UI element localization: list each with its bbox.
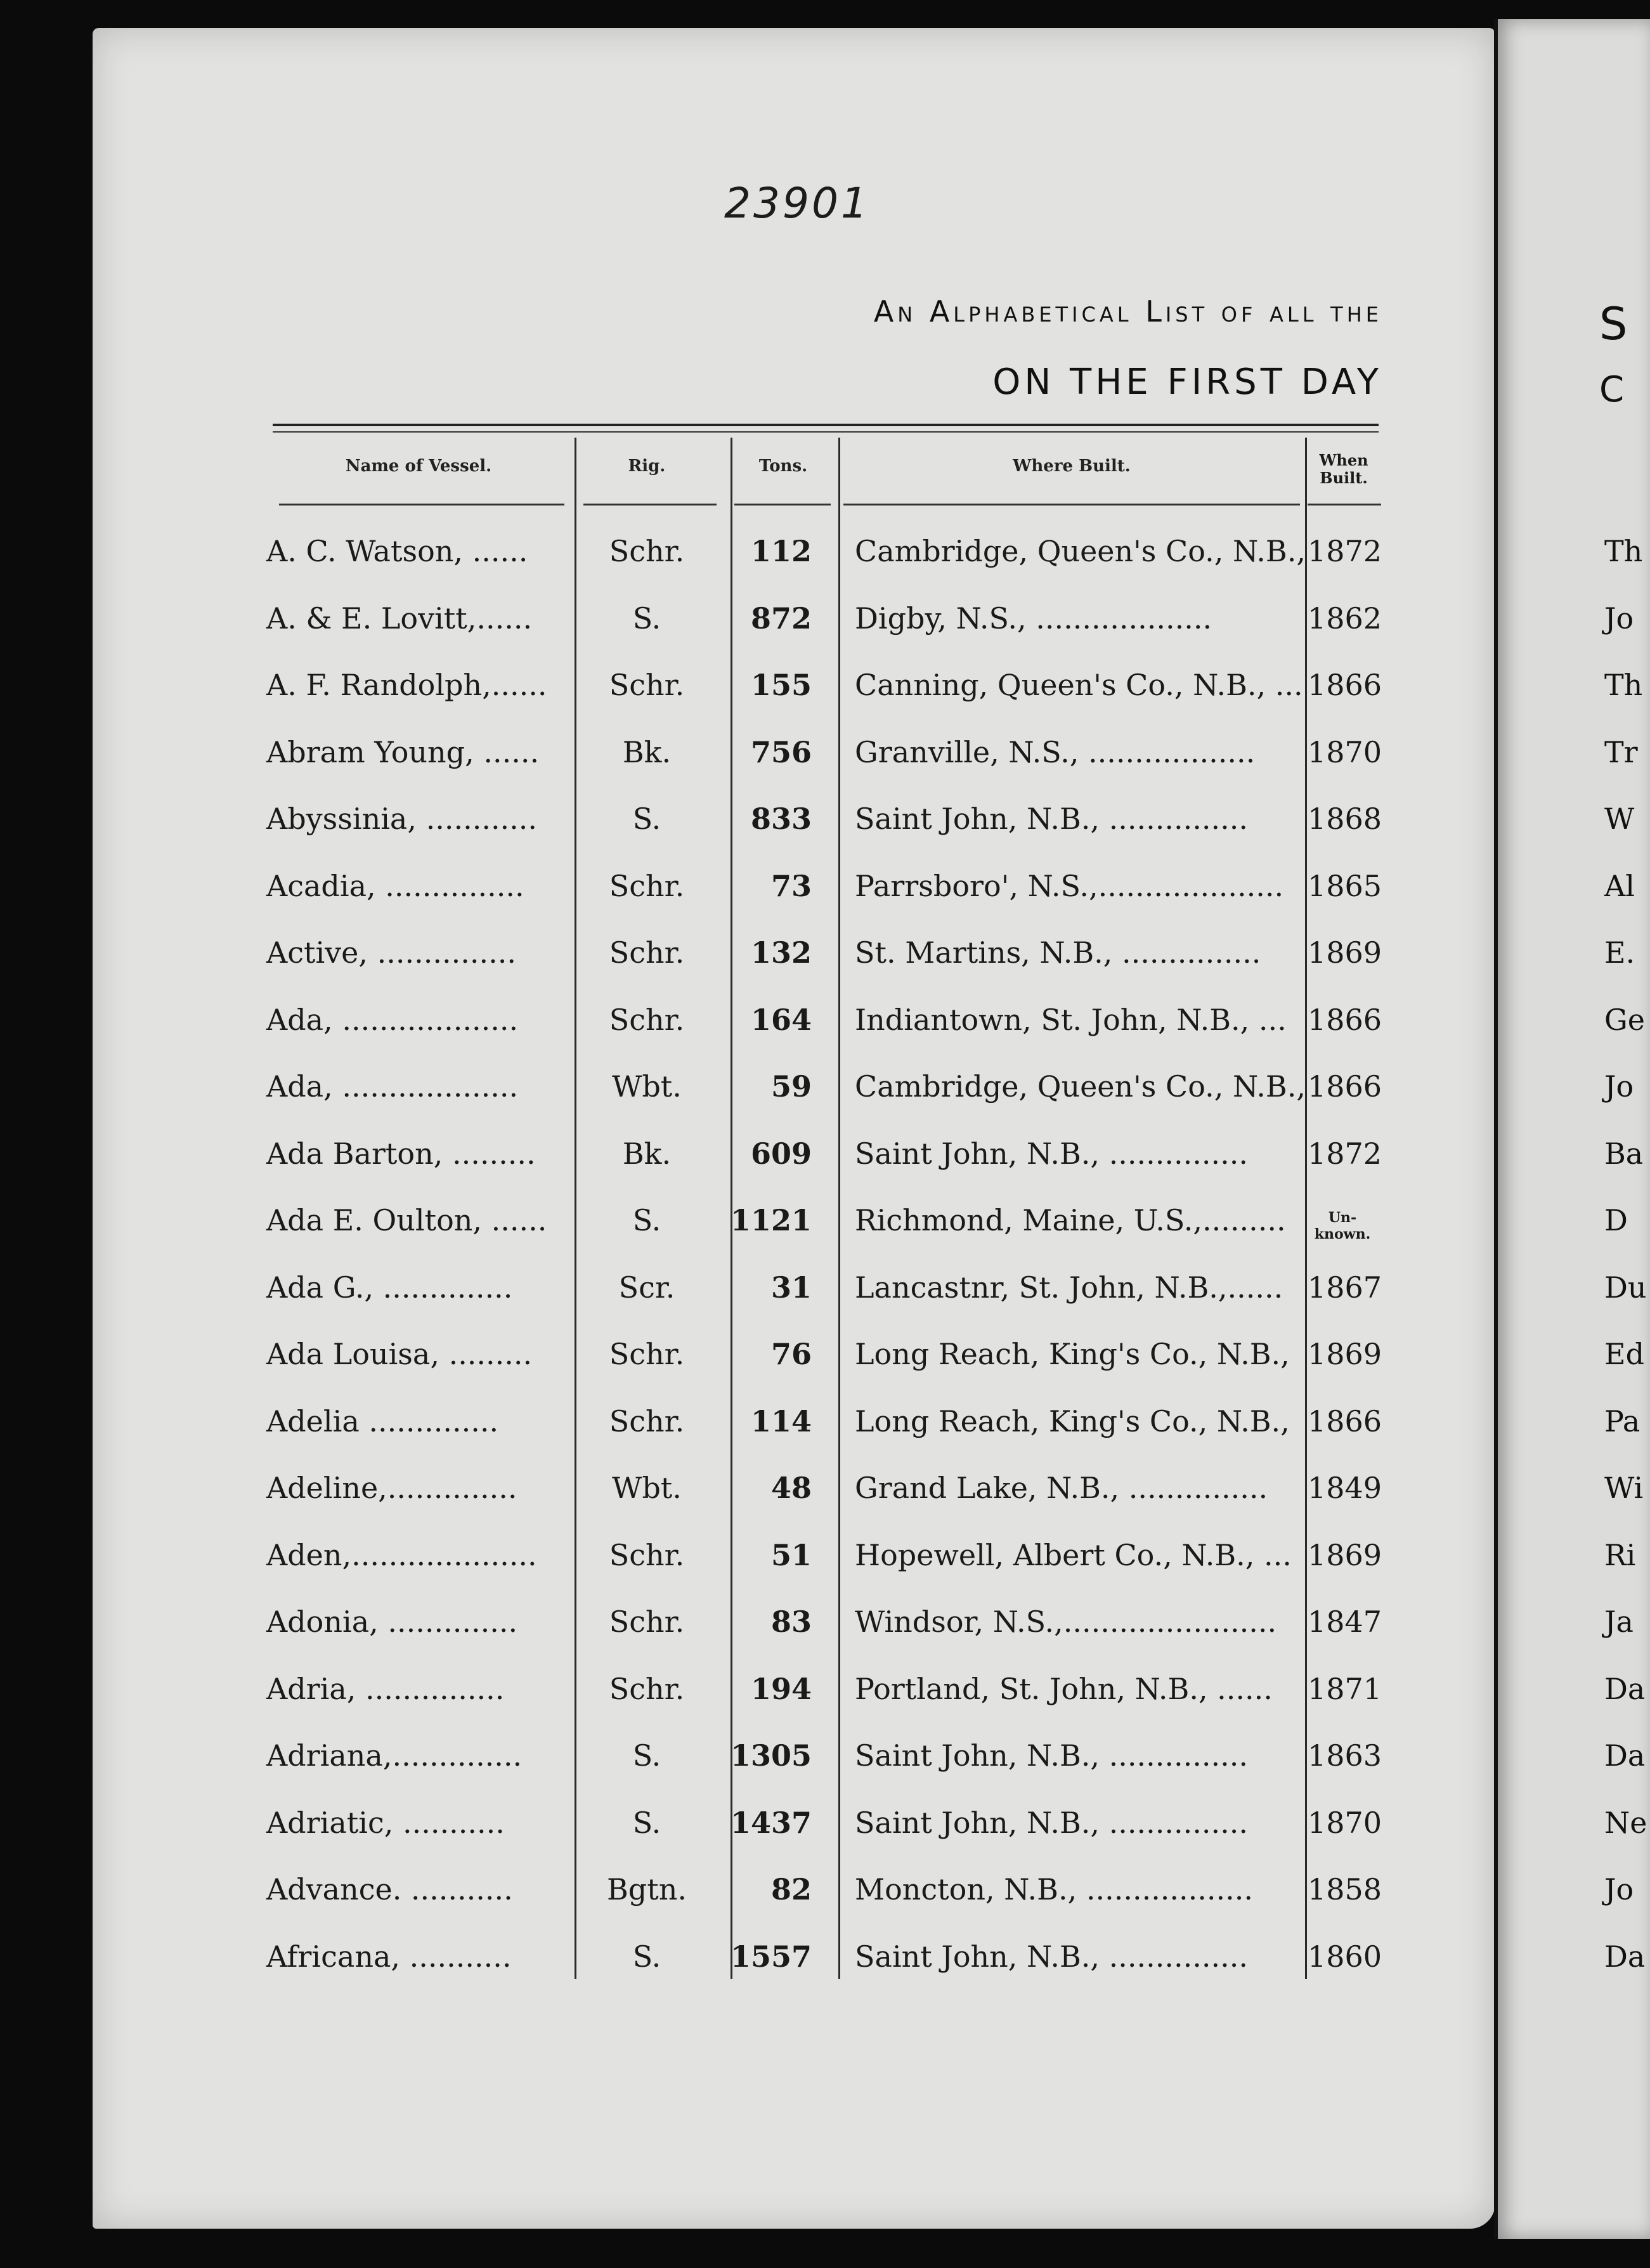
vessel-tons: 1557 [730,1939,812,1974]
vessel-rig: Scr. [618,1270,675,1305]
vessel-where-built: Saint John, N.B., ............... [855,1805,1248,1840]
table-row [0,1203,1403,1270]
vessel-when-built: 1869 [1308,935,1382,970]
vessel-when-built: 1863 [1308,1738,1382,1773]
vessel-name: Adelia .............. [266,1404,499,1438]
vessel-when-built: 1872 [1308,534,1382,568]
vessel-rig: S. [632,802,661,836]
table-row [0,1137,1403,1204]
vessel-rig: Schr. [609,1605,685,1639]
header-where: Where Built. [1013,457,1131,476]
table-row [0,601,1403,668]
vessel-rig: Schr. [609,668,685,702]
vessel-name: Adriatic, ........... [266,1805,505,1840]
vessel-where-built: Portland, St. John, N.B., ...... [855,1671,1273,1706]
vessel-where-built: Moncton, N.B., .................. [855,1872,1254,1906]
vessel-when-built: 1870 [1308,1805,1382,1840]
vessel-where-built: Grand Lake, N.B., ............... [855,1471,1268,1505]
vessel-tons: 872 [750,601,812,635]
vessel-rig: Schr. [609,1002,685,1037]
table-row [0,534,1403,601]
vessel-tons: 48 [770,1471,812,1505]
right-page-row-fragment: Ge [1604,1002,1645,1037]
vessel-when-built: 1869 [1308,1537,1382,1572]
right-page-heading-1: S [1599,298,1628,350]
vessel-name: Advance. ........... [266,1872,513,1906]
vessel-when-built: 1872 [1308,1136,1382,1171]
table-row [0,1471,1403,1538]
vessel-tons: 83 [770,1605,812,1639]
right-page-row-fragment: D [1604,1203,1628,1237]
vessel-when-built: 1865 [1308,868,1382,903]
right-page-row-fragment: Th [1604,534,1643,568]
vessel-name: Aden,.................... [266,1537,537,1572]
vessel-rig: Schr. [609,868,685,903]
right-page-row-fragment: Jo [1604,1872,1634,1906]
vessel-name: Adeline,.............. [266,1471,517,1505]
vessel-tons: 76 [770,1337,812,1371]
table-row [0,802,1403,869]
underline-where [843,504,1300,505]
vessel-where-built: Windsor, N.S.,....................... [855,1605,1277,1639]
vessel-tons: 59 [770,1069,812,1104]
right-page-row-fragment: W [1604,802,1635,836]
vessel-tons: 756 [750,734,812,769]
vessel-tons: 1305 [730,1738,812,1773]
header-name: Name of Vessel. [345,457,492,476]
right-page-row-fragment: Da [1604,1738,1646,1773]
vessel-when-built: 1869 [1308,1337,1382,1371]
vessel-name: Ada G., .............. [266,1270,513,1305]
underline-tons [734,504,831,505]
table-row [0,1872,1403,1939]
vessel-where-built: Saint John, N.B., ............... [855,1738,1248,1773]
vessel-where-built: St. Martins, N.B., ............... [855,935,1261,970]
vessel-when-built: 1866 [1308,1002,1382,1037]
table-row [0,1337,1403,1404]
right-page-row-fragment: Tr [1604,734,1638,769]
vessel-rig: Bgtn. [607,1872,687,1906]
vessel-rig: Bk. [622,1136,672,1171]
title-line-1: An Alphabetical List of all the [873,294,1382,329]
table-row [0,1672,1403,1739]
vessel-name: Adonia, .............. [266,1605,518,1639]
vessel-rig: S. [632,1805,661,1840]
table-row [0,1069,1403,1137]
table-row [0,1003,1403,1070]
vessel-name: Active, ............... [266,935,516,970]
vessel-tons: 833 [750,802,812,836]
header-when-line2: Built. [1320,469,1368,487]
vessel-name: Adriana,.............. [266,1738,523,1773]
vessel-where-built: Cambridge, Queen's Co., N.B., [855,534,1306,568]
vessel-name: Abram Young, ...... [266,734,540,769]
header-tons: Tons. [758,457,808,476]
right-page-row-fragment: Th [1604,668,1643,702]
vessel-rig: Schr. [609,1337,685,1371]
vessel-when-built: 1867 [1308,1270,1382,1305]
vessel-tons: 73 [770,868,812,903]
when-unknown-line2: known. [1314,1226,1371,1242]
vessel-rig: S. [632,1203,661,1237]
vessel-when-built: 1870 [1308,734,1382,769]
right-page-row-fragment: Ba [1604,1136,1644,1171]
vessel-where-built: Saint John, N.B., ............... [855,802,1248,836]
table-row [0,1538,1403,1605]
vessel-name: A. C. Watson, ...... [266,534,528,568]
right-page-row-fragment: Wi [1604,1471,1644,1505]
vessel-name: Africana, ........... [266,1939,512,1974]
vessel-where-built: Hopewell, Albert Co., N.B., ... [855,1537,1292,1572]
header-when-line1: When [1319,451,1368,469]
right-page-row-fragment: Ed [1604,1337,1645,1371]
right-page-row-fragment: Pa [1604,1404,1640,1438]
underline-name [279,504,564,505]
vessel-name: A. F. Randolph,...... [266,668,547,702]
vessel-when-built: 1858 [1308,1872,1382,1906]
right-page-row-fragment: Ne [1604,1805,1647,1840]
vessel-rig: Schr. [609,1671,685,1706]
header-rig: Rig. [628,457,666,476]
table-row [0,668,1403,735]
table-row [0,1939,1403,2007]
vessel-when-built: 1866 [1308,668,1382,702]
underline-rig [583,504,717,505]
vessel-rig: Schr. [609,1537,685,1572]
vessel-rig: S. [632,601,661,635]
vessel-rig: Wbt. [612,1471,682,1505]
vessel-where-built: Saint John, N.B., ............... [855,1939,1248,1974]
right-page-row-fragment: E. [1604,935,1635,970]
vessel-name: Abyssinia, ............ [266,802,538,836]
header-when [1308,452,1380,487]
when-unknown-line1: Un- [1328,1209,1357,1226]
vessel-where-built: Richmond, Maine, U.S.,......... [855,1203,1286,1237]
right-page-row-fragment: Da [1604,1671,1646,1706]
vessel-rig: Schr. [609,1404,685,1438]
vessel-tons: 112 [750,534,812,568]
vessel-where-built: Indiantown, St. John, N.B., ... [855,1002,1287,1037]
vessel-when-built: 1868 [1308,802,1382,836]
right-page-row-fragment: Ja [1604,1605,1634,1639]
vessel-rig: Schr. [609,534,685,568]
vessel-tons: 609 [750,1136,812,1171]
table-row [0,1605,1403,1672]
vessel-rig: Schr. [609,935,685,970]
vessel-tons: 155 [750,668,812,702]
vessel-tons: 1121 [730,1203,812,1237]
vessel-where-built: Parrsboro', N.S.,.................... [855,868,1284,903]
vessel-where-built: Canning, Queen's Co., N.B., ... [855,668,1303,702]
vessel-tons: 114 [750,1404,812,1438]
vessel-when-built: 1860 [1308,1939,1382,1974]
vessel-tons: 132 [750,935,812,970]
vessel-name: Ada Barton, ......... [266,1136,536,1171]
vessel-rig: S. [632,1939,661,1974]
right-page-row-fragment: Da [1604,1939,1646,1974]
vessel-name: Adria, ............... [266,1671,505,1706]
handwritten-number: 23901 [724,179,870,228]
table-row [0,735,1403,802]
right-page-row-fragment: Du [1604,1270,1647,1305]
vessel-when-built: 1862 [1308,601,1382,635]
vessel-tons: 164 [750,1002,812,1037]
vessel-rig: Bk. [622,734,672,769]
vessel-when-built: 1871 [1308,1671,1382,1706]
vessel-name: Ada, ................... [266,1069,519,1104]
vessel-where-built: Lancastnr, St. John, N.B.,...... [855,1270,1283,1305]
table-row [0,1270,1403,1338]
table-row [0,935,1403,1003]
vessel-where-built: Long Reach, King's Co., N.B., [855,1404,1290,1438]
vessel-name: A. & E. Lovitt,...... [266,601,533,635]
vessel-rig: Wbt. [612,1069,682,1104]
right-page-row-fragment: Al [1604,868,1635,903]
table-row [0,1738,1403,1806]
vessel-rig: S. [632,1738,661,1773]
vessel-name: Ada Louisa, ......... [266,1337,533,1371]
vessel-where-built: Cambridge, Queen's Co., N.B., [855,1069,1306,1104]
right-page-row-fragment: Jo [1604,601,1634,635]
vessel-tons: 194 [750,1671,812,1706]
vessel-where-built: Digby, N.S., ................... [855,601,1212,635]
vessel-where-built: Granville, N.S., .................. [855,734,1256,769]
vessel-name: Acadia, ............... [266,868,524,903]
vessel-when-built [1308,1209,1377,1242]
vessel-tons: 1437 [730,1805,812,1840]
table-row [0,1404,1403,1471]
vessel-name: Ada, ................... [266,1002,519,1037]
vessel-name: Ada E. Oulton, ...... [266,1203,547,1237]
vessel-tons: 31 [770,1270,812,1305]
vessel-tons: 51 [770,1537,812,1572]
vessel-where-built: Long Reach, King's Co., N.B., [855,1337,1290,1371]
right-page-row-fragment: Jo [1604,1069,1634,1104]
vessel-when-built: 1847 [1308,1605,1382,1639]
right-page-row-fragment: Ri [1604,1537,1636,1572]
vessel-tons: 82 [770,1872,812,1906]
vessel-where-built: Saint John, N.B., ............... [855,1136,1248,1171]
right-page-heading-2: C [1599,369,1625,410]
vessel-when-built: 1866 [1308,1069,1382,1104]
header-rule-thin [273,431,1379,433]
vessel-when-built: 1866 [1308,1404,1382,1438]
vessel-when-built: 1849 [1308,1471,1382,1505]
table-row [0,869,1403,936]
underline-when [1308,504,1381,505]
title-line-2: ON THE FIRST DAY [992,362,1382,403]
header-rule [273,424,1379,426]
table-row [0,1806,1403,1873]
